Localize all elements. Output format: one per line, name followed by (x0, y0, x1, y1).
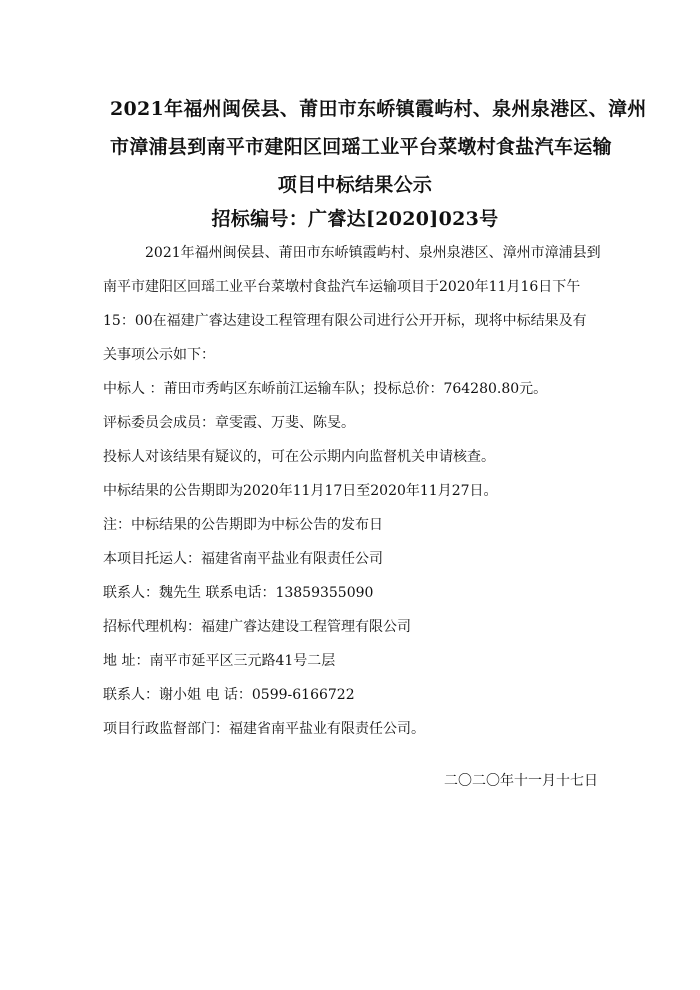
intro-line-1: 2021年福州闽侯县、莆田市东峤镇霞屿村、泉州泉港区、漳州市漳浦县到 (145, 245, 601, 261)
title-line-3: 项目中标结果公示 (277, 174, 433, 196)
winner-info: 中标人 ：莆田市秀屿区东峤前江运输车队；投标总价：764280.80元。 (103, 381, 548, 397)
supervising-department: 项目行政监督部门：福建省南平盐业有限责任公司。 (103, 721, 425, 737)
tender-agency: 招标代理机构：福建广睿达建设工程管理有限公司 (103, 619, 411, 635)
title-line-1: 2021年福州闽侯县、莆田市东峤镇霞屿村、泉州泉港区、漳州 (110, 98, 647, 120)
agency-contact: 联系人：谢小姐 电 话：0599-6166722 (103, 687, 355, 703)
intro-line-2: 南平市建阳区回瑶工业平台菜墩村食盐汽车运输项目于2020年11月16日下午 (103, 279, 581, 295)
project-client: 本项目托运人：福建省南平盐业有限责任公司 (103, 551, 383, 567)
title-line-2: 市漳浦县到南平市建阳区回瑶工业平台菜墩村食盐汽车运输 (110, 136, 612, 158)
publication-period: 中标结果的公告期即为2020年11月17日至2020年11月27日。 (103, 483, 498, 499)
committee-members: 评标委员会成员：章雯霞、万斐、陈旻。 (103, 415, 355, 431)
publication-note: 注：中标结果的公告期即为中标公告的发布日 (103, 517, 383, 533)
announcement-date: 二〇二〇年十一月十七日 (444, 773, 598, 789)
tender-number: 招标编号：广睿达[2020]023号 (211, 208, 499, 230)
intro-line-3: 15：00在福建广睿达建设工程管理有限公司进行公开开标，现将中标结果及有 (103, 313, 587, 329)
client-contact: 联系人：魏先生 联系电话：13859355090 (103, 585, 374, 601)
intro-line-4: 关事项公示如下： (103, 347, 215, 363)
objection-notice: 投标人对该结果有疑议的，可在公示期内向监督机关申请核查。 (103, 449, 495, 465)
agency-address: 地 址：南平市延平区三元路41号二层 (103, 653, 336, 669)
